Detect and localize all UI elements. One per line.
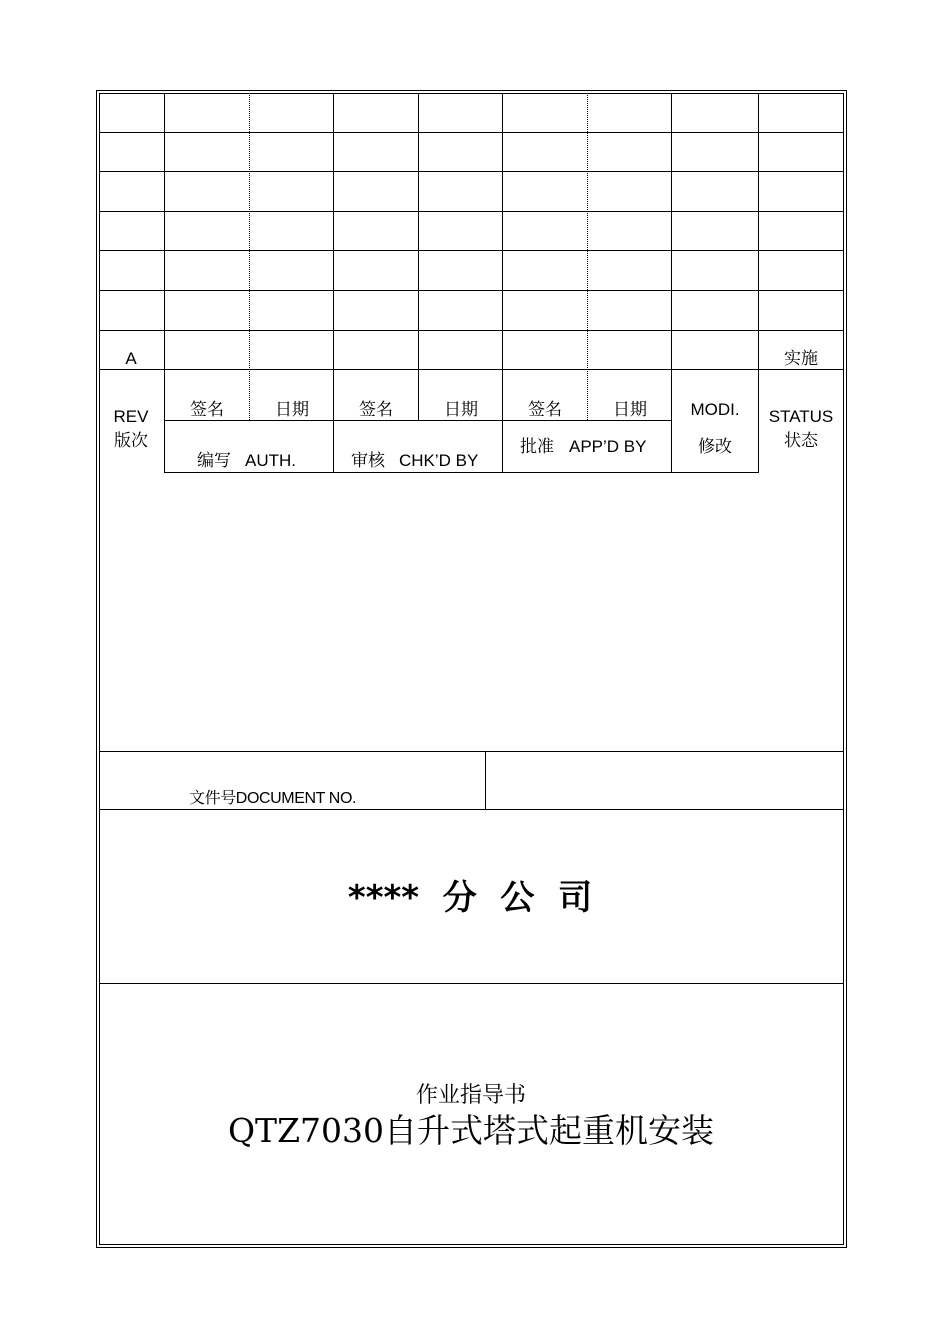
app-sign-label: 签名: [528, 400, 562, 420]
document-no-label: 文件号DOCUMENT NO.: [189, 790, 357, 807]
table-row-line: [99, 290, 844, 291]
chk-sign-label: 签名: [359, 400, 393, 420]
status-header-en: STATUS: [768, 407, 834, 426]
auth-sign-label: 签名: [190, 400, 224, 420]
company-name: **** 分 公 司: [347, 878, 593, 918]
table-col-line: [502, 93, 503, 473]
chk-label-cn: 审核: [351, 451, 385, 471]
table-col-dotted-line: [587, 93, 588, 420]
table-row-line: [99, 171, 844, 172]
table-row-line: [99, 250, 844, 251]
table-row-line: [99, 132, 844, 133]
table-col-line: [164, 93, 165, 473]
table-bottom-line: [165, 472, 759, 473]
auth-date-label: 日期: [275, 400, 309, 420]
section-divider: [99, 751, 844, 752]
auth-label-en: AUTH.: [245, 451, 296, 470]
table-row-line: [165, 420, 672, 421]
chk-label-en: CHK’D BY: [399, 451, 479, 470]
table-col-line: [418, 93, 419, 420]
app-label-cn: 批准: [520, 437, 554, 457]
document-no-divider: [485, 751, 486, 809]
app-date-label: 日期: [613, 400, 647, 420]
section-divider: [99, 809, 844, 810]
table-row-line: [99, 369, 844, 370]
inner-border: [99, 93, 844, 1245]
rev-header-en: REV: [113, 407, 149, 426]
table-col-line: [758, 93, 759, 473]
status-value: 实施: [784, 349, 818, 369]
modi-header-cn: 修改: [698, 437, 732, 457]
chk-date-label: 日期: [444, 400, 478, 420]
table-col-line: [333, 93, 334, 473]
section-divider: [99, 983, 844, 984]
document-subtitle: 作业指导书: [415, 1083, 527, 1108]
table-row-line: [99, 211, 844, 212]
table-col-line: [671, 93, 672, 473]
modi-header-en: MODI.: [690, 400, 740, 419]
rev-value: A: [125, 349, 137, 368]
rev-header-cn: 版次: [114, 431, 148, 451]
table-col-dotted-line: [249, 93, 250, 420]
auth-label-cn: 编写: [197, 451, 231, 471]
document-title: QTZ7030自升式塔式起重机安装: [228, 1111, 714, 1150]
app-label-en: APP’D BY: [569, 437, 647, 456]
table-row-line: [99, 330, 844, 331]
status-header-cn: 状态: [784, 431, 818, 451]
